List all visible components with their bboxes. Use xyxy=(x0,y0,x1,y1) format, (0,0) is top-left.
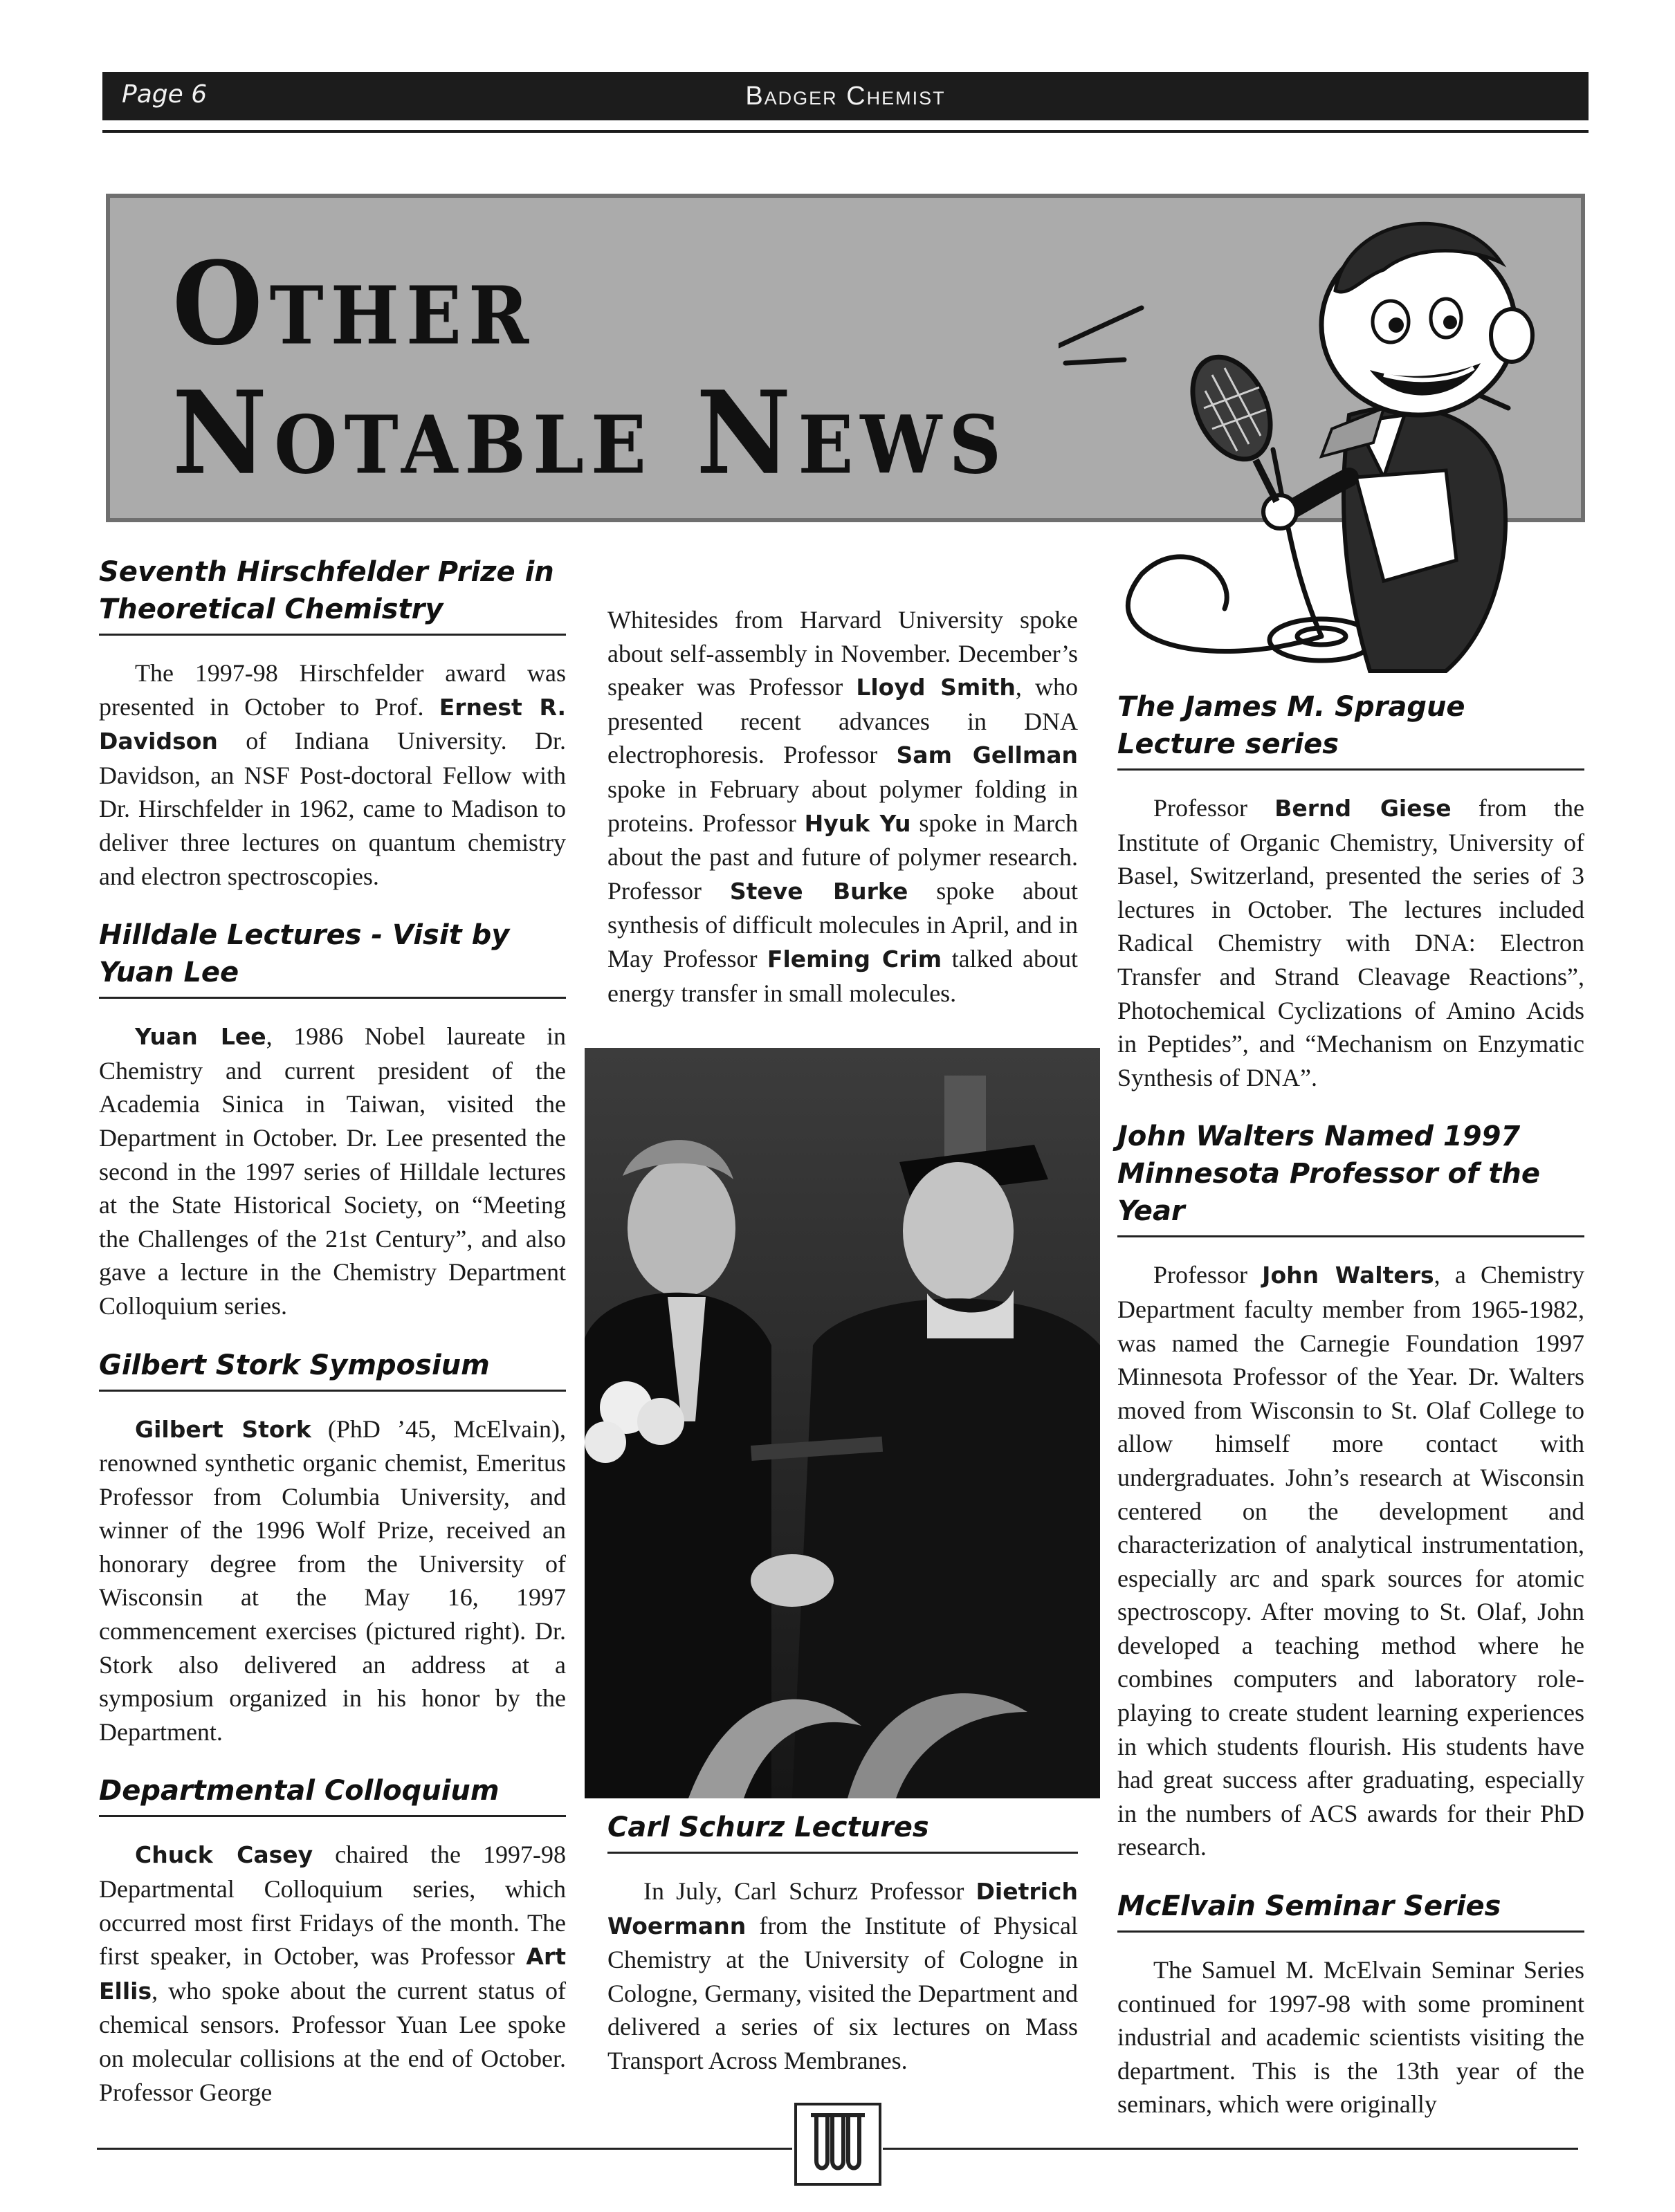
hirschfelder-paragraph: The 1997-98 Hirschfelder award was presented in October to Prof. Ernest R. Davidson of Indiana University. Dr. Davidson, an NSF Post-doctoral Fellow with Dr. Hirschfelder in 1962, came to Madison to deliver three lectures on quantum chemistry and electron spectroscopies. xyxy=(99,659,567,890)
colloquium-heading: Departmental Colloquium xyxy=(99,1772,566,1817)
banner-title-line1: Other xyxy=(172,237,536,371)
colloquium-continued-paragraph: Whitesides from Harvard University spoke about self-assembly in November. December’s speaker was Professor Lloyd Smith, who presented recent advances in DNA electrophoresis. Professor Sam Gellman spoke in February about polymer folding in proteins. Professor Hyuk Yu spoke in March about the past and future of polymer research. Professor Steve Burke spoke about synthesis of difficult molecules in April, and in May Professor Fleming Crim talked about energy transfer in small molecules. xyxy=(607,606,1079,1007)
schurz-heading: Carl Schurz Lectures xyxy=(607,1809,1078,1854)
commencement-photo xyxy=(585,1048,1100,1798)
colloquium-paragraph: Chuck Casey chaired the 1997-98 Departmental Colloquium series, which occurred most first Fridays of the month. The first speaker, in October, was Professor Art Ellis, who spoke about the current status of chemical sensors. Professor Yuan Lee spoke on molecular collisions at the end of October. Professor George xyxy=(99,1841,566,2106)
footer-rule-right xyxy=(883,2148,1578,2150)
footer-rule-left xyxy=(97,2148,792,2150)
column-right xyxy=(1117,688,1584,2121)
hilldale-paragraph: Yuan Lee, 1986 Nobel laureate in Chemistry and current president of the Academia Sinica in Taiwan, visited the Department in October. Dr. Lee presented the second in the 1997 series of Hilldale lectures at the State Historical Society, on “Meeting the Challenges of the 21st Century”, and also gave a lecture in the Chemistry Department Colloquium series. xyxy=(99,1022,567,1320)
commencement-photo-image xyxy=(585,1048,1100,1798)
schurz-paragraph: In July, Carl Schurz Professor Dietrich Woermann from the Institute of Physical Chemistry at the University of Cologne in Cologne, Germany, visited the Department and delivered a series of six lectures on Mass Transport Across Membranes. xyxy=(607,1877,1078,2074)
sprague-heading: The James M. Sprague Lecture series xyxy=(1117,688,1584,771)
newsletter-title: Badger Chemist xyxy=(745,82,946,111)
stork-heading: Gilbert Stork Symposium xyxy=(99,1347,566,1392)
hilldale-heading: Hilldale Lectures - Visit by Yuan Lee xyxy=(99,916,566,999)
column-left xyxy=(99,553,566,2109)
banner-title xyxy=(172,237,1009,501)
mcelvain-paragraph: The Samuel M. McElvain Seminar Series continued for 1997-98 with some prominent industrial and academic scientists visiting the department. This is the 13th year of the seminars, which were originally xyxy=(1117,1956,1584,2119)
mcelvain-heading: McElvain Seminar Series xyxy=(1117,1888,1584,1933)
running-header xyxy=(102,72,1589,120)
walters-heading: John Walters Named 1997 Minnesota Professor of the Year xyxy=(1117,1118,1584,1237)
sprague-paragraph: Professor Bernd Giese from the Institute of Organic Chemistry, University of Basel, Switzerland, presented the series of 3 lectures in October. The lectures included Radical Chemistry with DNA: Electron Transfer and Strand Cleavage Reactions”, Photochemical Cyclizations of Amino Acids in Peptides”, and “Mechanism on Enzymatic Synthesis of DNA”. xyxy=(1117,794,1585,1091)
announcer-mascot-illustration xyxy=(1059,187,1557,685)
header-rule xyxy=(102,130,1589,133)
column-middle-bottom xyxy=(607,1809,1078,2078)
column-middle-top xyxy=(607,603,1078,1010)
page-number: Page 6 xyxy=(122,80,208,109)
stork-paragraph: Gilbert Stork (PhD ’45, McElvain), renowned synthetic organic chemist, Emeritus Professor from Columbia University, and winner of the 1996 Wolf Prize, received an honorary degree from the University of Wisconsin at the May 16, 1997 commencement exercises (pictured right). Dr. Stork also delivered an address at a symposium organized in his honor by the Department. xyxy=(99,1414,566,1746)
walters-paragraph: Professor John Walters, a Chemistry Department faculty member from 1965-1982, was named the Carnegie Foundation 1997 Minnesota Professor of the Year. Dr. Walters moved from Wisconsin to St. Olaf College to allow himself more contact with undergraduates. John’s research at Wisconsin centered on the development and characterization of analytical instrumentation, especially arc and spark sources for atomic spectroscopy. After moving to St. Olaf, John developed a teaching method where he combines computers and laboratory role-playing to create student learning experiences in which students flourish. His students have had great success after graduating, especially in the numbers of ACS awards for their PhD research. xyxy=(1117,1261,1584,1861)
test-tubes-logo-icon xyxy=(794,2103,881,2186)
banner-title-line2: Notable News xyxy=(172,366,1009,501)
hirschfelder-heading: Seventh Hirschfelder Prize in Theoretical Chemistry xyxy=(99,553,566,636)
